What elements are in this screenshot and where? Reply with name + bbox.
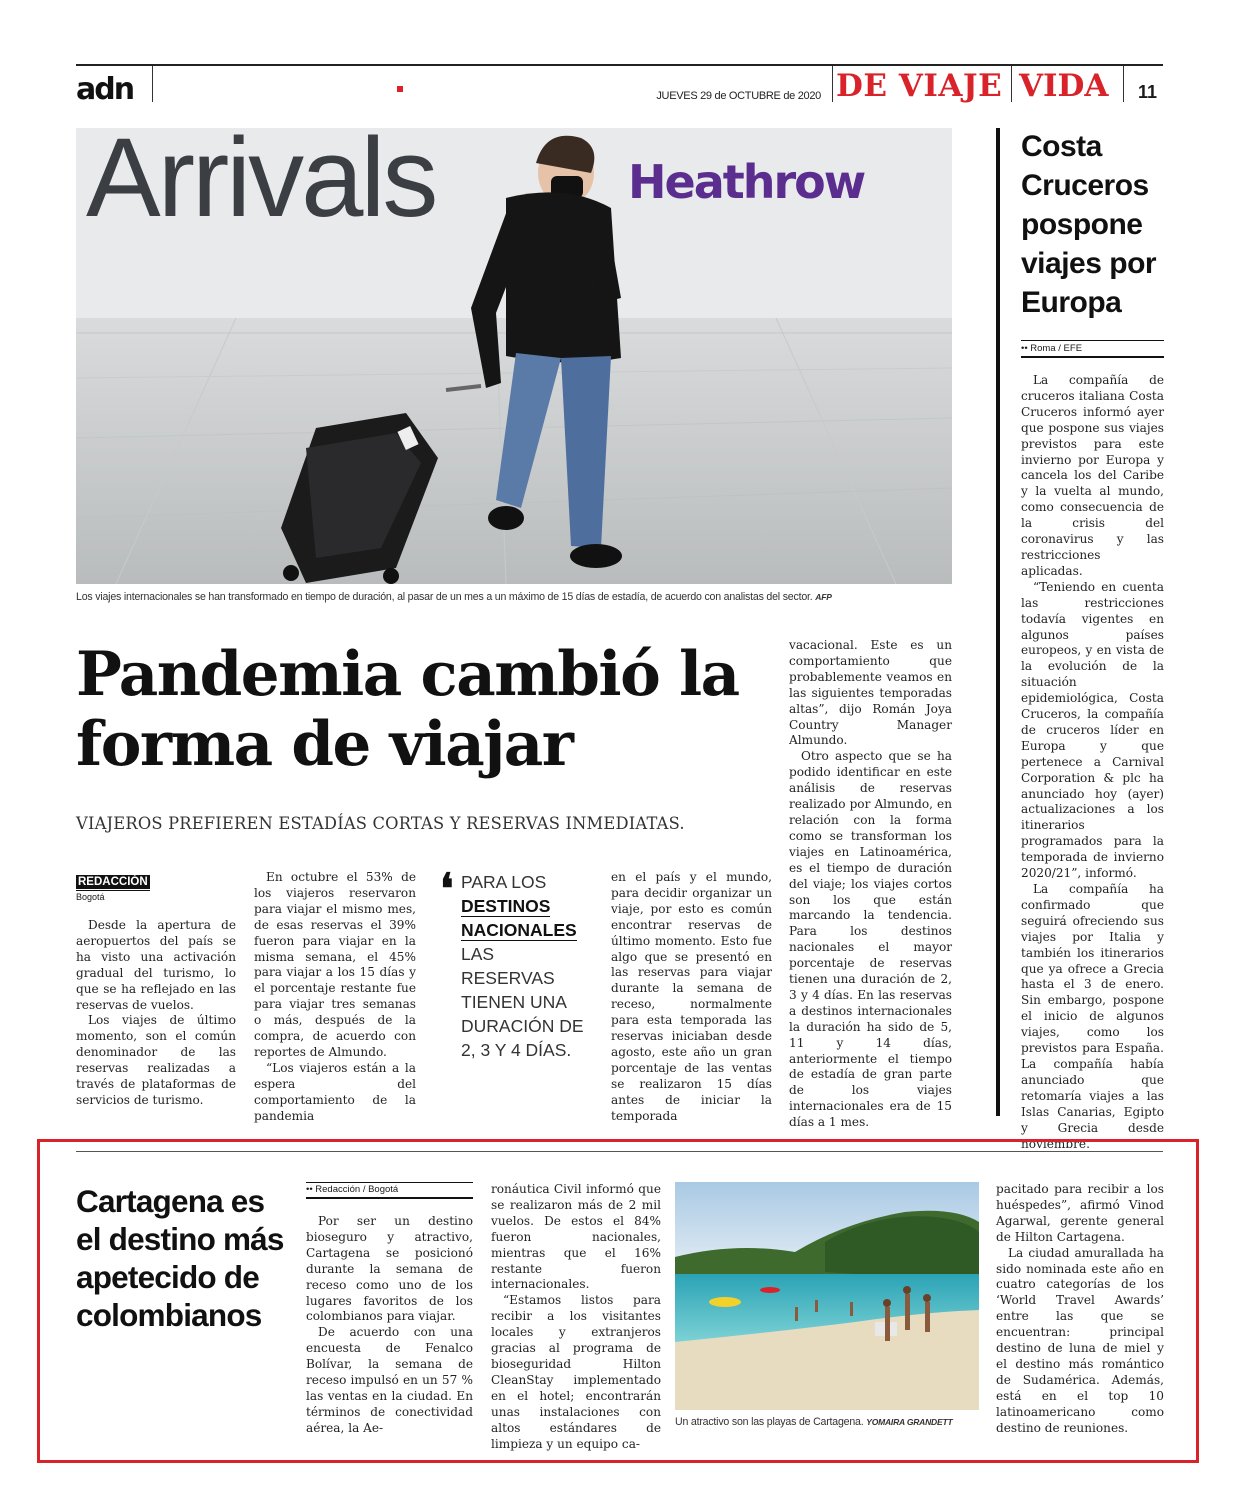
main-col-4 xyxy=(789,638,952,1131)
adn-logo[interactable]: adn xyxy=(76,72,134,107)
main-col-2 xyxy=(254,870,416,1125)
paragraph: “Estamos listos para recibir a los visitantes locales y extranjeros gracias al programa de bioseguridad Hilton CleanStay implementado en el hotel; encontrarán unas instalaciones con altos estándares de limpieza y un equipo ca- xyxy=(491,1293,661,1451)
paragraph: vacacional. Este es un comportamiento que probablemente veamos en las siguientes temporadas altas”, dijo Román Joya Country Manager Almundo. xyxy=(789,638,952,748)
issue-date: JUEVES 29 de OCTUBRE de 2020 xyxy=(656,90,821,102)
pullquote-lead: PARA LOS xyxy=(461,872,547,892)
paragraph: Desde la apertura de aeropuertos del país se ha visto una activación gradual del turismo, lo que se ha reflejado en las reservas de vuelos. xyxy=(76,918,236,1012)
paragraph: La compañía de cruceros italiana Costa Cruceros informó ayer que pospone sus viajes previstos para este invierno por Europa y cancela los del Caribe y la vuelta al mundo, como consecuencia de la crisis del coronavirus y las restricciones aplicadas. xyxy=(1021,373,1164,578)
subsection-title[interactable]: VIDA xyxy=(1019,68,1109,104)
arrivals-sign: Arrivals xyxy=(86,128,436,240)
photo-credit: YOMAIRA GRANDETT xyxy=(866,1417,953,1427)
pullquote-emphasis: DESTINOS NACIONALES xyxy=(461,896,577,940)
red-marker xyxy=(397,86,403,92)
cartagena-col-1 xyxy=(306,1214,473,1437)
paragraph: “Los viajeros están a la espera del comportamiento de la pandemia xyxy=(254,1060,416,1123)
main-headline[interactable]: Pandemia cambió la forma de viajar xyxy=(76,639,739,780)
masthead xyxy=(76,64,1163,107)
paragraph: Otro aspecto que se ha podido identificar en este análisis de reservas realizado por Almundo, en relación con la forma como se transforman los viajes en Latinoamérica, es el tiempo de duración del viaje; los viajes cortos son los que están marcando la tendencia. Para los destinos nacionales el mayor porcentaje de reservas tienen una duración de 2, 3 y 4 días. En las reservas a destinos internacionales la duración ha sido de 5, 11 y 14 días, anteriormente el tiempo de estadía de gran parte de los viajes internacionales era de 15 días a 1 mes. xyxy=(789,749,952,1130)
paragraph: Por ser un destino bioseguro y atractivo, Cartagena se posicionó durante la semana de receso como uno de los lugares favoritos de los colombianos para viajar. xyxy=(306,1214,473,1324)
masthead-divider xyxy=(152,66,153,102)
section-divider xyxy=(1011,66,1012,102)
main-dek: VIAJEROS PREFIEREN ESTADÍAS CORTAS Y RESERVAS INMEDIATAS. xyxy=(76,814,685,833)
paragraph: ronáutica Civil informó que se realizaron más de 2 mil vuelos. De estos el 84% fueron nacionales, mientras que el 16% restante fueron internacionales. xyxy=(491,1182,661,1292)
sidebar-byline: •• Roma / EFE xyxy=(1021,340,1164,358)
paragraph: La compañía ha confirmado que seguirá ofreciendo sus viajes por Italia y también los itinerarios que ya ofrece a Grecia hasta el 3 de enero. Sin embargo, pospone el inicio de algunos viajes, como los previstos para España. La compañía había anunciado que retomaría viajes a las Islas Canarias, Egipto y Grecia desde noviembre. xyxy=(1021,882,1164,1151)
beach-photo-caption xyxy=(675,1416,985,1428)
caption-text: Un atractivo son las playas de Cartagena. xyxy=(675,1416,864,1428)
cartagena-headline[interactable]: Cartagena es el destino más apetecido de colombianos xyxy=(76,1183,284,1333)
paragraph: La ciudad amurallada ha sido nominada este año en cuatro categorías de los ‘World Travel Awards’ entre las que se encuentran: principal destino de luna de miel y el destino más romántico de Sudamérica. Además, está en el top 10 latinoamericano como destino de reuniones. xyxy=(996,1245,1164,1435)
main-col-3 xyxy=(611,870,772,1125)
pull-quote xyxy=(440,864,590,1062)
caption-text: Los viajes internacionales se han transformado en tiempo de duración, al pasar de un mes a un máximo de 15 días de estadía, de acuerdo con analistas del sector. xyxy=(76,591,813,603)
section-title[interactable]: DE VIAJE xyxy=(836,68,1003,104)
quote-mark-icon: ❛ xyxy=(440,864,454,913)
byline-location: Bogotá xyxy=(76,890,150,902)
paragraph: “Teniendo en cuenta las restricciones todavía vigentes en algunos países europeos, y en vista de la evolución de la situación epidemiológica, Costa Cruceros, la compañía de cruceros líder en Europa y que pertenece a Carnival Corporation & plc ha anunciado hoy (ayer) actualizaciones a los itinerarios programados para la temporada de invierno 2020/21”, informó. xyxy=(1021,579,1164,881)
paragraph: en el país y el mundo, para decidir organizar un viaje, por esto es común encontrar reservas de último momento. Esto fue algo que se presentó en las reservas para viajar durante la semana de receso, normalmente para esta temporada las reservas iniciaban desde agosto, este año un gran porcentaje de las ventas se realizaron 15 días antes de iniciar la temporada xyxy=(611,870,772,1123)
section-divider xyxy=(832,66,833,102)
paragraph: Los viajes de último momento, son el común denominador de las reservas realizadas a través de plataformas de servicios de turismo. xyxy=(76,1013,236,1107)
main-byline xyxy=(76,870,150,902)
page-number: 11 xyxy=(1137,82,1157,102)
heathrow-sign: Heathrow xyxy=(628,155,865,209)
heathrow-arrivals-photo xyxy=(76,128,952,584)
cartagena-col-3 xyxy=(996,1182,1164,1437)
cartagena-beach-photo xyxy=(675,1182,979,1410)
photo-credit: AFP xyxy=(815,592,832,602)
main-col-1 xyxy=(76,918,236,1109)
sidebar-headline[interactable]: Costa Cruceros pospone viajes por Europa xyxy=(1021,130,1157,319)
pullquote-rest: LAS RESERVAS TIENEN UNA DURACIÓN DE 2, 3 Y 4 DÍAS. xyxy=(461,944,584,1060)
cartagena-byline: •• Redacción / Bogotá xyxy=(306,1182,473,1199)
paragraph: De acuerdo con una encuesta de Fenalco Bolívar, la semana de receso impulsó en un 57 % las ventas en la ciudad. En términos de conectividad aérea, la Ae- xyxy=(306,1325,473,1435)
sidebar-body xyxy=(1021,373,1164,1152)
photo-caption xyxy=(76,591,956,603)
cartagena-col-2 xyxy=(491,1182,661,1452)
byline-author: REDACCIÓN xyxy=(78,876,148,888)
paragraph: pacitado para recibir a los huéspedes”, afirmó Vinod Agarwal, gerente general de Hilton Cartagena. xyxy=(996,1182,1164,1244)
bottom-divider xyxy=(76,1151,1163,1152)
paragraph: En octubre el 53% de los viajeros reservaron para viajar el mismo mes, de esas reservas el 39% fueron para viajar en la misma semana, el 45% para viajar a los 15 días y el porcentaje restante fue para viajar tres semanas o más, después de la compra, de acuerdo con reportes de Almundo. xyxy=(254,870,416,1059)
sidebar-divider xyxy=(996,128,1000,1116)
section-divider xyxy=(1123,66,1124,102)
